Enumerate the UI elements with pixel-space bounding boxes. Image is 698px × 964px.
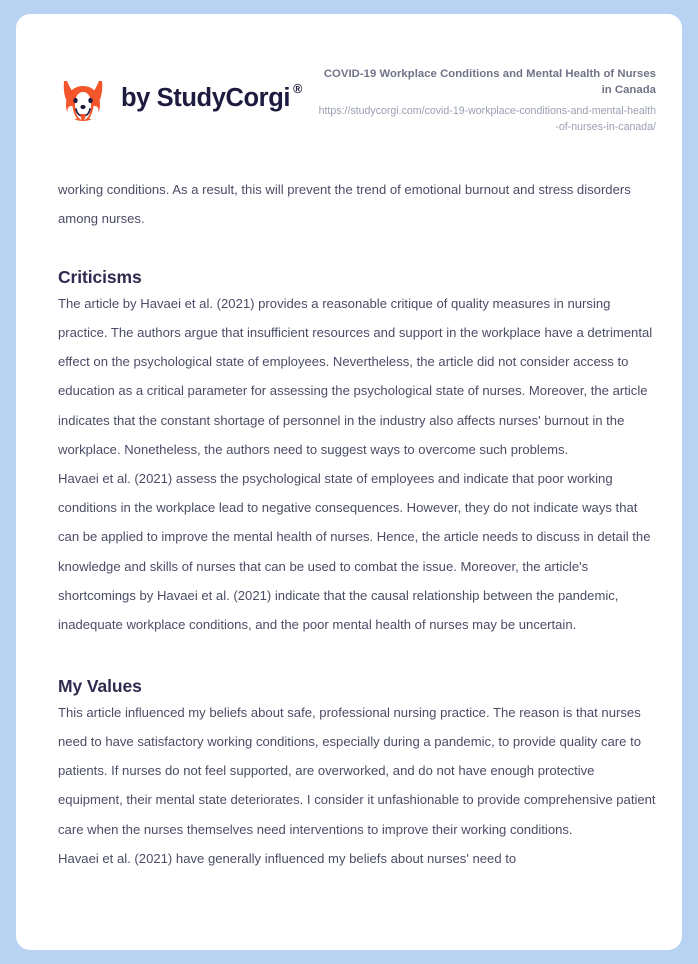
document-title: COVID-19 Workplace Conditions and Mental Health of Nurses in Canada — [323, 68, 656, 97]
document-meta — [316, 62, 656, 136]
section-heading-my-values: My Values — [58, 676, 142, 697]
brand-logo[interactable] — [58, 62, 302, 124]
my-values-paragraph-1: This article influenced my beliefs about safe, professional nursing practice. The reason is that nurses need to have satisfactory working conditions, especially during a pandemic, to provide quality care to patients. If nurses do not feel supported, are overworked, and do not have enough protective equipment, their mental state deteriorates. I consider it unfashionable to provide comprehensive patient care when the nurses themselves need interventions to improve their working conditions. — [58, 704, 656, 837]
brand-name-text: by StudyCorgi — [121, 84, 291, 113]
document-page-sheet — [16, 14, 682, 950]
criticisms-paragraph-1: The article by Havaei et al. (2021) provides a reasonable critique of quality measures in nursing practice. The authors argue that insufficient resources and support in the workplace have a detrimental effect on the psychological state of employees. Nevertheless, the article did not consider access to education as a critical parameter for assessing the psychological state of nurses. Moreover, the article indicates that the constant shortage of personnel in the industry also affects nurses' burnout in the workplace. Nonetheless, the authors need to suggest ways to overcome such problems. — [58, 295, 653, 457]
page-header — [16, 14, 682, 136]
section-heading-criticisms: Criticisms — [58, 266, 142, 287]
brand-wordmark — [121, 82, 302, 113]
registered-trademark-icon: ® — [293, 82, 302, 97]
intro-paragraph: working conditions. As a result, this will prevent the trend of emotional burnout and stress disorders among nurses. — [58, 181, 631, 226]
my-values-paragraph-2: Havaei et al. (2021) have generally influenced my beliefs about nurses' need to — [58, 850, 517, 866]
criticisms-paragraph-2: Havaei et al. (2021) assess the psychological state of employees and indicate that poor working conditions in the workplace lead to negative consequences. However, they do not indicate ways that can be applied to improve the mental health of nurses. Hence, the article needs to discuss in detail the knowledge and skills of nurses that can be used to combat the issue. Moreover, the article's shortcomings by Havaei et al. (2021) indicate that the causal relationship between the pandemic, inadequate workplace conditions, and the poor mental health of nurses may be uncertain. — [58, 470, 651, 632]
document-url[interactable]: https://studycorgi.com/covid-19-workplace-conditions-and-mental-health-of-nurses-in-canada/ — [318, 104, 656, 133]
corgi-face-logo-icon — [58, 74, 108, 124]
document-body — [16, 175, 682, 874]
